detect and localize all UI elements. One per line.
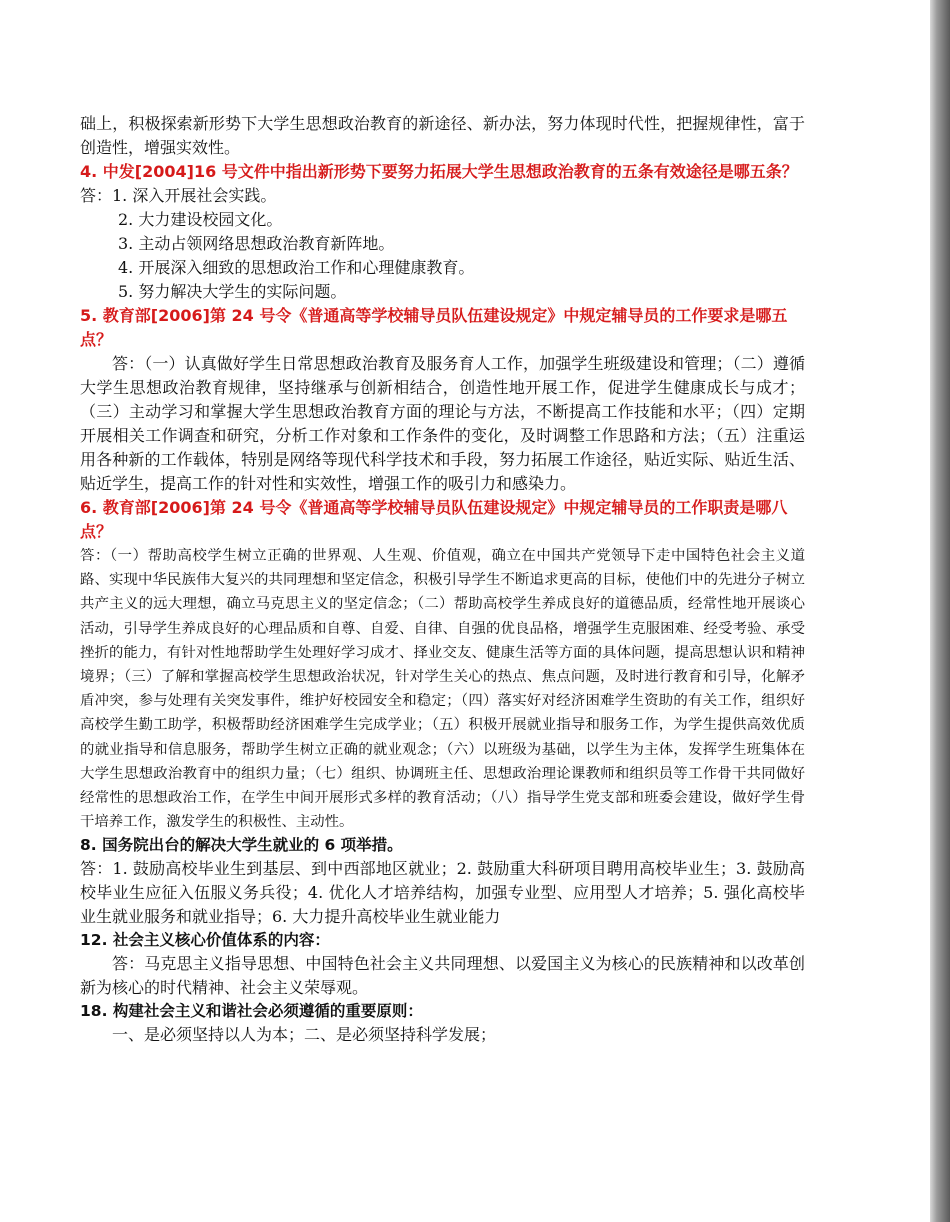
question-18: 18. 构建社会主义和谐社会必须遵循的重要原则：	[80, 1002, 423, 1021]
answer-4-item-3: 3. 主动占领网络思想政治教育新阵地。	[118, 234, 395, 253]
answer-18: 一、是必须坚持以人为本；二、是必须坚持科学发展；	[112, 1025, 497, 1045]
intro-paragraph: 础上，积极探索新形势下大学生思想政治教育的新途径、新办法，努力体现时代性，把握规律性，富于创造性，增强实效性。	[80, 114, 805, 157]
document-content	[80, 112, 805, 1047]
answer-4-item-4: 4. 开展深入细致的思想政治工作和心理健康教育。	[118, 258, 475, 277]
answer-4-item-1: 答：1. 深入开展社会实践。	[80, 186, 277, 205]
answer-6: 答：（一）帮助高校学生树立正确的世界观、人生观、价值观，确立在中国共产党领导下走中国特色社会主义道路、实现中华民族伟大复兴的共同理想和坚定信念，积极引导学生不断追求更高的目标，使他们中的先进分子树立共产主义的远大理想，确立马克思主义的坚定信念；（二）帮助高校学生养成良好的道德品质，经常性地开展谈心活动，引导学生养成良好的心理品质和自尊、自爱、自律、自强的优良品格，增强学生克服困难、经受考验、承受挫折的能力，有针对性地帮助学生处理好学习成才、择业交友、健康生活等方面的具体问题，提高思想认识和精神境界；（三）了解和掌握高校学生思想政治状况，针对学生关心的热点、焦点问题，及时进行教育和引导，化解矛盾冲突，参与处理有关突发事件，维护好校园安全和稳定；（四）落实好对经济困难学生资助的有关工作，组织好高校学生勤工助学，积极帮助经济困难学生完成学业；（五）积极开展就业指导和服务工作，为学生提供高效优质的就业指导和信息服务，帮助学生树立正确的就业观念；（六）以班级为基础，以学生为主体，发挥学生班集体在大学生思想政治教育中的组织力量；（七）组织、协调班主任、思想政治理论课教师和组织员等工作骨干共同做好经常性的思想政治工作，在学生中间开展形式多样的教育活动；（八）指导学生党支部和班委会建设，做好学生骨干培养工作，激发学生的积极性、主动性。	[80, 548, 805, 831]
question-8: 8. 国务院出台的解决大学生就业的 6 项举措。	[80, 836, 403, 855]
page-edge-shadow	[930, 0, 950, 1222]
question-12: 12. 社会主义核心价值体系的内容：	[80, 931, 330, 950]
answer-8: 答：1. 鼓励高校毕业生到基层、到中西部地区就业；2. 鼓励重大科研项目聘用高校毕业生；3. 鼓励高校毕业生应征入伍服义务兵役；4. 优化人才培养结构，加强专业型、应用型人才培养；5. 强化高校毕业生就业服务和就业指导；6. 大力提升高校毕业生就业能力	[80, 859, 805, 927]
answer-4-item-5: 5. 努力解决大学生的实际问题。	[118, 282, 347, 301]
answer-12: 答：马克思主义指导思想、中国特色社会主义共同理想、以爱国主义为核心的民族精神和以改革创新为核心的时代精神、社会主义荣辱观。	[80, 954, 805, 998]
answer-5: 答：（一）认真做好学生日常思想政治教育及服务育人工作，加强学生班级建设和管理；（二）遵循大学生思想政治教育规律，坚持继承与创新相结合，创造性地开展工作，促进学生健康成长与成才；（三）主动学习和掌握大学生思想政治教育方面的理论与方法，不断提高工作技能和水平；（四）定期开展相关工作调查和研究，分析工作对象和工作条件的变化，及时调整工作思路和方法；（五）注重运用各种新的工作载体，特别是网络等现代科学技术和手段，努力拓展工作途径，贴近实际、贴近生活、贴近学生，提高工作的针对性和实效性，增强工作的吸引力和感染力。	[80, 354, 805, 493]
question-5: 5. 教育部[2006]第 24 号令《普通高等学校辅导员队伍建设规定》中规定辅导员的工作要求是哪五点？	[80, 306, 788, 349]
answer-4-item-2: 2. 大力建设校园文化。	[118, 210, 283, 229]
question-4: 4. 中发[2004]16 号文件中指出新形势下要努力拓展大学生思想政治教育的五条有效途径是哪五条？	[80, 162, 798, 181]
question-6: 6. 教育部[2006]第 24 号令《普通高等学校辅导员队伍建设规定》中规定辅导员的工作职责是哪八点？	[80, 498, 788, 541]
